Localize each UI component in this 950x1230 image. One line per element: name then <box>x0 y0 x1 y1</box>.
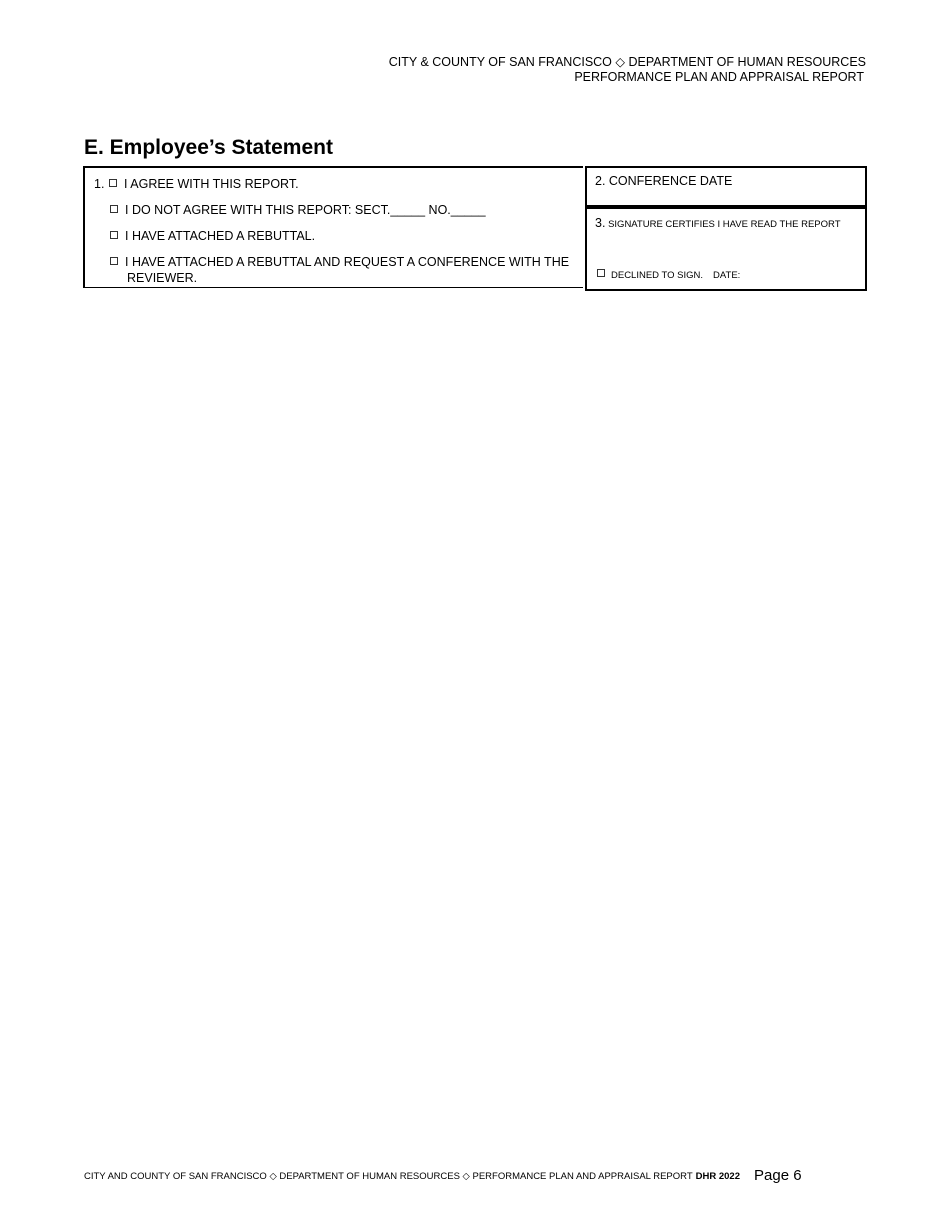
rebuttal-conference-checkbox[interactable] <box>110 257 118 265</box>
page-footer <box>84 1171 740 1182</box>
option-disagree <box>110 202 486 218</box>
declined-label: DECLINED TO SIGN. <box>611 270 704 281</box>
rebuttal-conference-continuation: REVIEWER. <box>127 271 198 285</box>
agree-checkbox[interactable] <box>109 179 117 187</box>
option-rebuttal <box>110 228 315 244</box>
employee-statement-form <box>83 166 867 291</box>
page-header <box>389 55 866 85</box>
agreement-options-box <box>83 166 583 288</box>
conference-date-label: 2. CONFERENCE DATE <box>595 174 733 188</box>
item-number-1: 1. <box>94 177 105 191</box>
agree-label: I AGREE WITH THIS REPORT. <box>124 177 299 191</box>
rebuttal-conference-label: I HAVE ATTACHED A REBUTTAL AND REQUEST A CONFERENCE WITH THE <box>125 255 570 269</box>
option-agree <box>94 176 299 192</box>
footer-text: CITY AND COUNTY OF SAN FRANCISCO ◇ DEPARTMENT OF HUMAN RESOURCES ◇ PERFORMANCE PLAN AND APPRAISAL REPORT <box>84 1171 693 1182</box>
signature-field[interactable] <box>585 207 867 291</box>
rebuttal-label: I HAVE ATTACHED A REBUTTAL. <box>125 229 316 243</box>
rebuttal-checkbox[interactable] <box>110 231 118 239</box>
page-number: Page 6 <box>754 1167 802 1184</box>
form-code: DHR 2022 <box>695 1171 740 1182</box>
disagree-checkbox[interactable] <box>110 205 118 213</box>
header-report-line: PERFORMANCE PLAN AND APPRAISAL REPORT <box>574 70 864 84</box>
declined-to-sign-row <box>597 269 740 281</box>
signature-text: SIGNATURE CERTIFIES I HAVE READ THE REPORT <box>605 219 841 230</box>
declined-checkbox[interactable] <box>597 269 605 277</box>
section-title: E. Employee’s Statement <box>84 136 333 159</box>
signature-label <box>595 214 841 232</box>
conference-signature-column <box>585 166 867 291</box>
date-label: DATE: <box>713 270 741 281</box>
signature-number: 3. <box>595 216 606 230</box>
header-department-line: CITY & COUNTY OF SAN FRANCISCO ◇ DEPARTMENT OF HUMAN RESOURCES <box>388 55 866 69</box>
disagree-label: I DO NOT AGREE WITH THIS REPORT: SECT._____ NO._____ <box>125 203 486 217</box>
option-rebuttal-conference <box>110 254 569 286</box>
conference-date-field[interactable] <box>585 166 867 207</box>
